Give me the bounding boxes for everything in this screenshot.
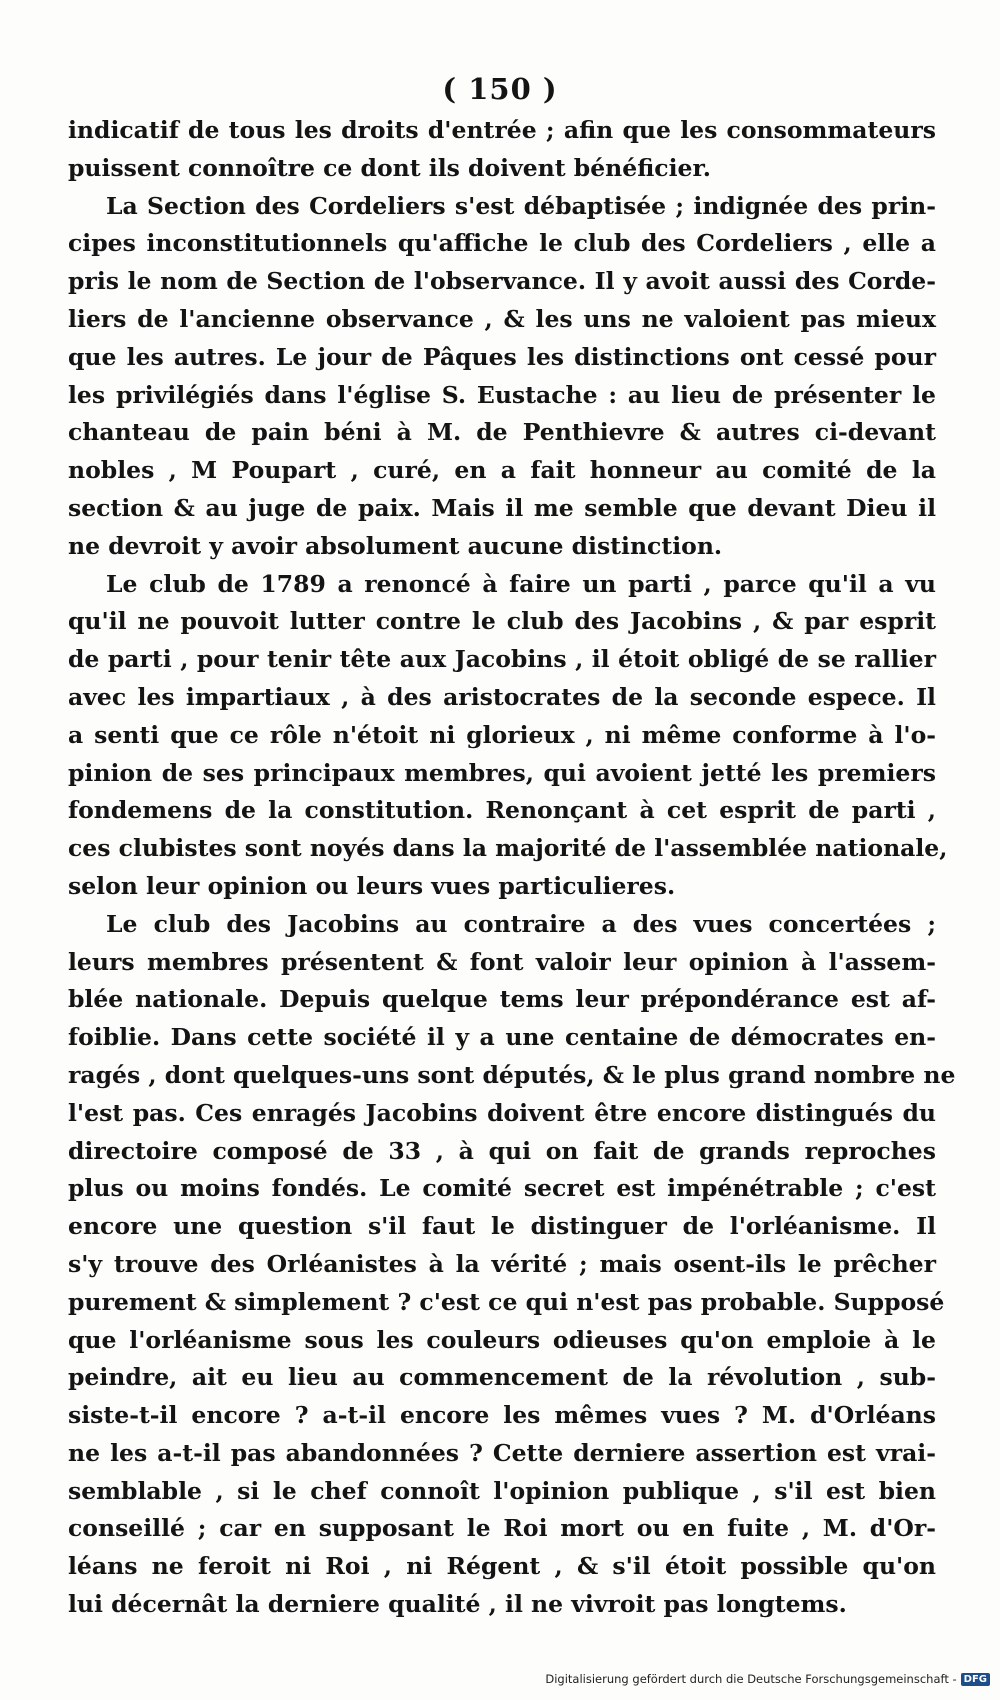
text-line: lui décernât la derniere qualité , il ne vivroit pas longtems. (68, 1590, 847, 1619)
text-line: pris le nom de Section de l'observance. Il y avoit aussi des Corde- (68, 267, 936, 296)
digitization-credit (545, 1672, 990, 1686)
text-line: puissent connoître ce dont ils doivent bénéficier. (68, 153, 711, 182)
text-line: pinion de ses principaux membres, qui avoient jetté les premiers (68, 758, 936, 787)
dfg-logo: DFG (961, 1673, 990, 1686)
text-line: ne devroit y avoir absolument aucune distinction. (68, 531, 723, 560)
text-line: s'y trouve des Orléanistes à la vérité ; mais osent-ils le prêcher (68, 1249, 936, 1278)
text-line: que l'orléanisme sous les couleurs odieuses qu'on emploie à le (68, 1325, 936, 1354)
text-line: plus ou moins fondés. Le comité secret est impénétrable ; c'est (68, 1174, 936, 1203)
text-line: ragés , dont quelques-uns sont députés, & le plus grand nombre ne (68, 1060, 956, 1089)
text-line: avec les impartiaux , à des aristocrates de la seconde espece. Il (68, 682, 936, 711)
text-line: indicatif de tous les droits d'entrée ; afin que les consommateurs (68, 116, 936, 144)
text-line: nobles , M Poupart , curé, en a fait honneur au comité de la (68, 456, 936, 485)
body-text (68, 112, 956, 1624)
text-line: siste-t-il encore ? a-t-il encore les mêmes vues ? M. d'Orléans (68, 1401, 936, 1430)
text-line: foiblie. Dans cette société il y a une centaine de démocrates en- (68, 1023, 936, 1052)
text-line: semblable , si le chef connoît l'opinion publique , s'il est bien (68, 1476, 936, 1505)
text-line: Le club des Jacobins au contraire a des vues concertées ; (106, 909, 936, 938)
text-line: ne les a-t-il pas abandonnées ? Cette derniere assertion est vrai- (68, 1438, 936, 1467)
text-line: liers de l'ancienne observance , & les uns ne valoient pas mieux (68, 304, 936, 333)
text-line: qu'il ne pouvoit lutter contre le club des Jacobins , & par esprit (68, 607, 936, 636)
text-line: Le club de 1789 a renoncé à faire un parti , parce qu'il a vu (106, 569, 936, 598)
text-line: directoire composé de 33 , à qui on fait de grands reproches (68, 1136, 936, 1165)
text-line: a senti que ce rôle n'étoit ni glorieux , ni même conforme à l'o- (68, 720, 936, 749)
text-line: La Section des Cordeliers s'est débaptisée ; indignée des prin- (106, 191, 936, 220)
text-line: leurs membres présentent & font valoir leur opinion à l'assem- (68, 947, 936, 976)
text-line: blée nationale. Depuis quelque tems leur prépondérance est af- (68, 985, 936, 1014)
text-line: l'est pas. Ces enragés Jacobins doivent être encore distingués du (68, 1098, 936, 1127)
text-line: encore une question s'il faut le distinguer de l'orléanisme. Il (68, 1212, 936, 1241)
text-line: cipes inconstitutionnels qu'affiche le club des Cordeliers , elle a (68, 229, 936, 258)
text-line: léans ne feroit ni Roi , ni Régent , & s'il étoit possible qu'on (68, 1552, 936, 1581)
text-line: que les autres. Le jour de Pâques les distinctions ont cessé pour (68, 342, 936, 371)
text-line: ces clubistes sont noyés dans la majorité de l'assemblée nationale, (68, 834, 948, 863)
text-line: fondemens de la constitution. Renonçant à cet esprit de parti , (68, 796, 936, 825)
text-line: chanteau de pain béni à M. de Penthievre & autres ci-devant (68, 418, 936, 447)
text-line: conseillé ; car en supposant le Roi mort ou en fuite , M. d'Or- (68, 1514, 936, 1543)
text-line: les privilégiés dans l'église S. Eustache : au lieu de présenter le (68, 380, 936, 409)
text-line: peindre, ait eu lieu au commencement de la révolution , sub- (68, 1363, 936, 1392)
credit-text: Digitalisierung gefördert durch die Deutsche Forschungsgemeinschaft - (545, 1672, 957, 1686)
text-line: section & au juge de paix. Mais il me semble que devant Dieu il (68, 493, 936, 522)
text-line: de parti , pour tenir tête aux Jacobins , il étoit obligé de se rallier (68, 645, 936, 674)
text-line: selon leur opinion ou leurs vues particulieres. (68, 871, 676, 900)
text-line: purement & simplement ? c'est ce qui n'est pas probable. Supposé (68, 1287, 945, 1316)
page-number: ( 150 ) (442, 72, 558, 106)
